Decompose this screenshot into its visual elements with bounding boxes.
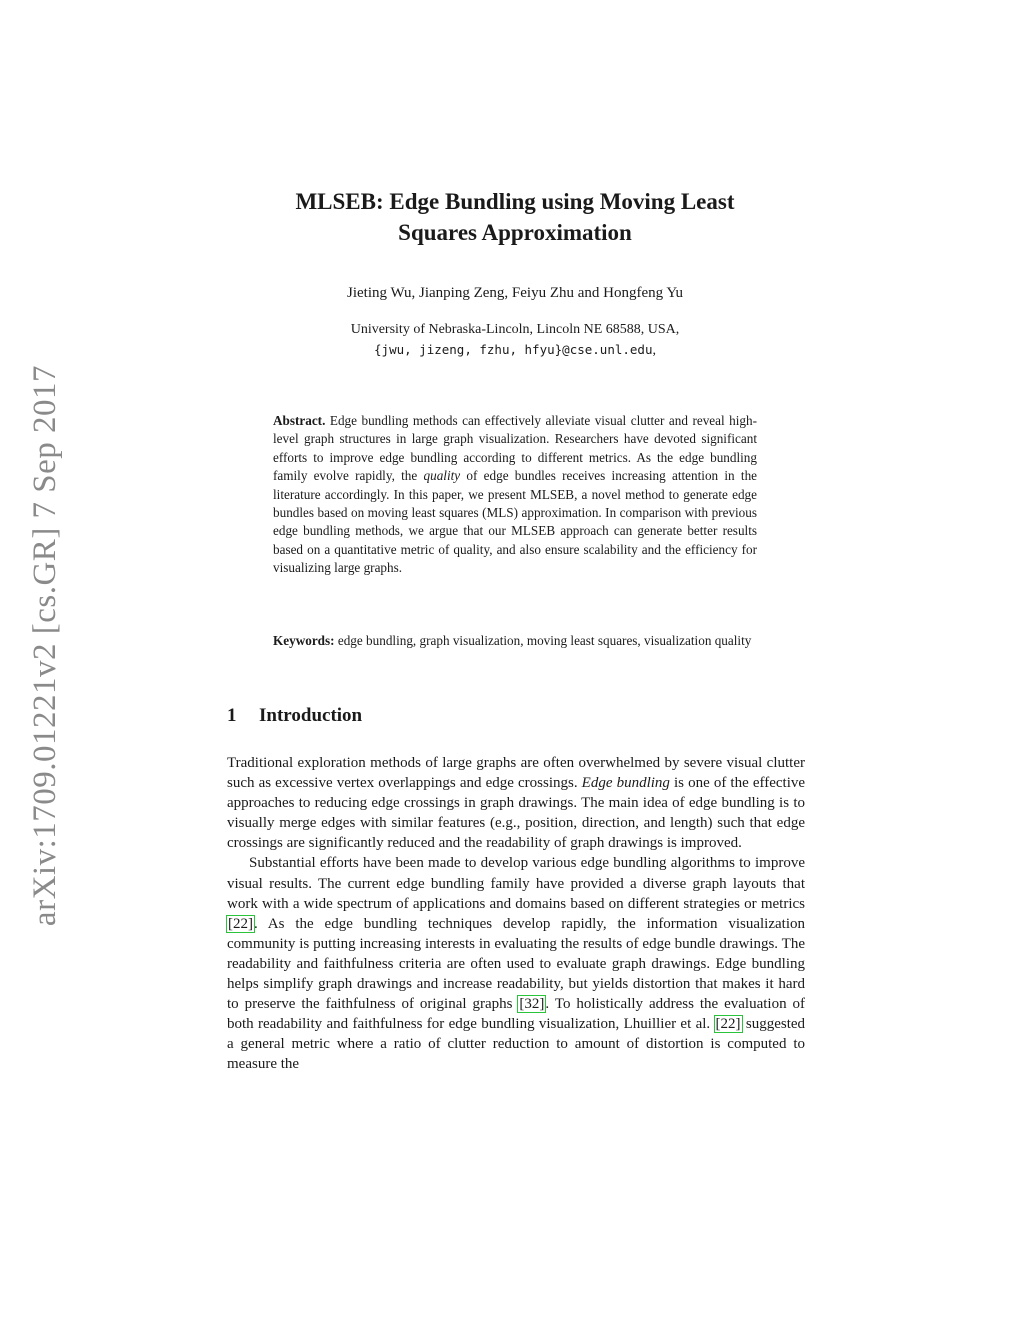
title-line-2: Squares Approximation (398, 220, 632, 245)
p2-text-c: . To holistically address the evaluation of both readability and faithfulness for edge bundling visualization, Lhuillier et al. (227, 996, 806, 1033)
abstract-heading: Abstract. (273, 413, 326, 428)
body-text (227, 753, 805, 1075)
p1-text-b: is one of the effective approaches to reducing edge crossings in graph drawings. The main idea of edge bundling is to visually merge edges with similar features (e.g., position, direction, and length) such that edge crossings are significantly reduced and the readability of graph drawings is improved. (227, 775, 806, 852)
abstract (273, 412, 757, 578)
p2-text-d: suggested a general metric where a ratio of clutter reduction to amount of distortion is computed to measure the (227, 1016, 806, 1073)
p2-text-a: Substantial efforts have been made to develop various edge bundling algorithms to improve visual results. The current edge bundling family have provided a diverse graph layouts that work with a wide spectrum of applications and domains based on different strategies or metrics (227, 855, 805, 912)
p1-text-a: Traditional exploration methods of large graphs are often overwhelmed by severe visual clutter such as excessive vertex overlappings and edge crossings. (227, 755, 805, 792)
keywords-text: edge bundling, graph visualization, moving least squares, visualization quality (337, 633, 752, 648)
authors: Jieting Wu, Jianping Zeng, Feiyu Zhu and Hongfeng Yu (346, 285, 684, 301)
paragraph-2 (227, 853, 805, 1074)
p1-emphasis: Edge bundling (581, 775, 670, 792)
paragraph-1 (227, 753, 805, 853)
keywords (273, 632, 757, 650)
keywords-heading: Keywords: (273, 633, 335, 648)
emails-suffix: , (652, 343, 656, 358)
section-title: Introduction (259, 705, 363, 726)
section-heading (227, 705, 362, 727)
emails-prefix: {jwu, jizeng, fzhu, hfyu} (374, 342, 563, 357)
arxiv-stamp-text: arXiv:1709.01221v2 [cs.GR] 7 Sep 2017 (27, 364, 64, 926)
p2-text-b: . As the edge bundling techniques develop rapidly, the information visualization community is putting increasing interests in evaluating the results of edge bundle drawings. The readability and faithfulness criteria are often used to evaluate graph drawings. Edge bundling helps simplify graph drawings and increase readability, but yields distortion that makes it hard to preserve the faithfulness of original graphs (227, 915, 805, 1013)
affiliation-block (220, 320, 810, 361)
citation-link[interactable]: [32] (519, 996, 545, 1013)
paper-title (220, 186, 810, 248)
affiliation: University of Nebraska-Lincoln, Lincoln NE 68588, USA, (350, 322, 680, 337)
abstract-text-1: Edge bundling methods can effectively alleviate visual clutter and reveal high-level graph structures in large graph visualization. Researchers have devoted significant efforts to improve edge bundling according to different metrics. As the edge bundling family evolve rapidly, the (273, 413, 758, 484)
title-line-1: MLSEB: Edge Bundling using Moving Least (295, 189, 735, 214)
abstract-emphasis: quality (423, 468, 461, 484)
abstract-text-2: of edge bundles receives increasing attention in the literature accordingly. In this paper, we present MLSEB, a novel method to generate edge bundles based on moving least squares (MLS) approximation. In comparison with previous edge bundling methods, we argue that our MLSEB approach can generate better results based on a quantitative metric of quality, and also ensure scalability and the efficiency for visualizing large graphs. (273, 468, 758, 576)
citation-link[interactable]: [22] (715, 1016, 741, 1033)
emails (220, 340, 810, 361)
section-number: 1 (227, 705, 237, 726)
arxiv-stamp (18, 360, 74, 930)
citation-link[interactable]: [22] (228, 915, 253, 932)
emails-domain: @cse.unl.edu (562, 342, 653, 357)
